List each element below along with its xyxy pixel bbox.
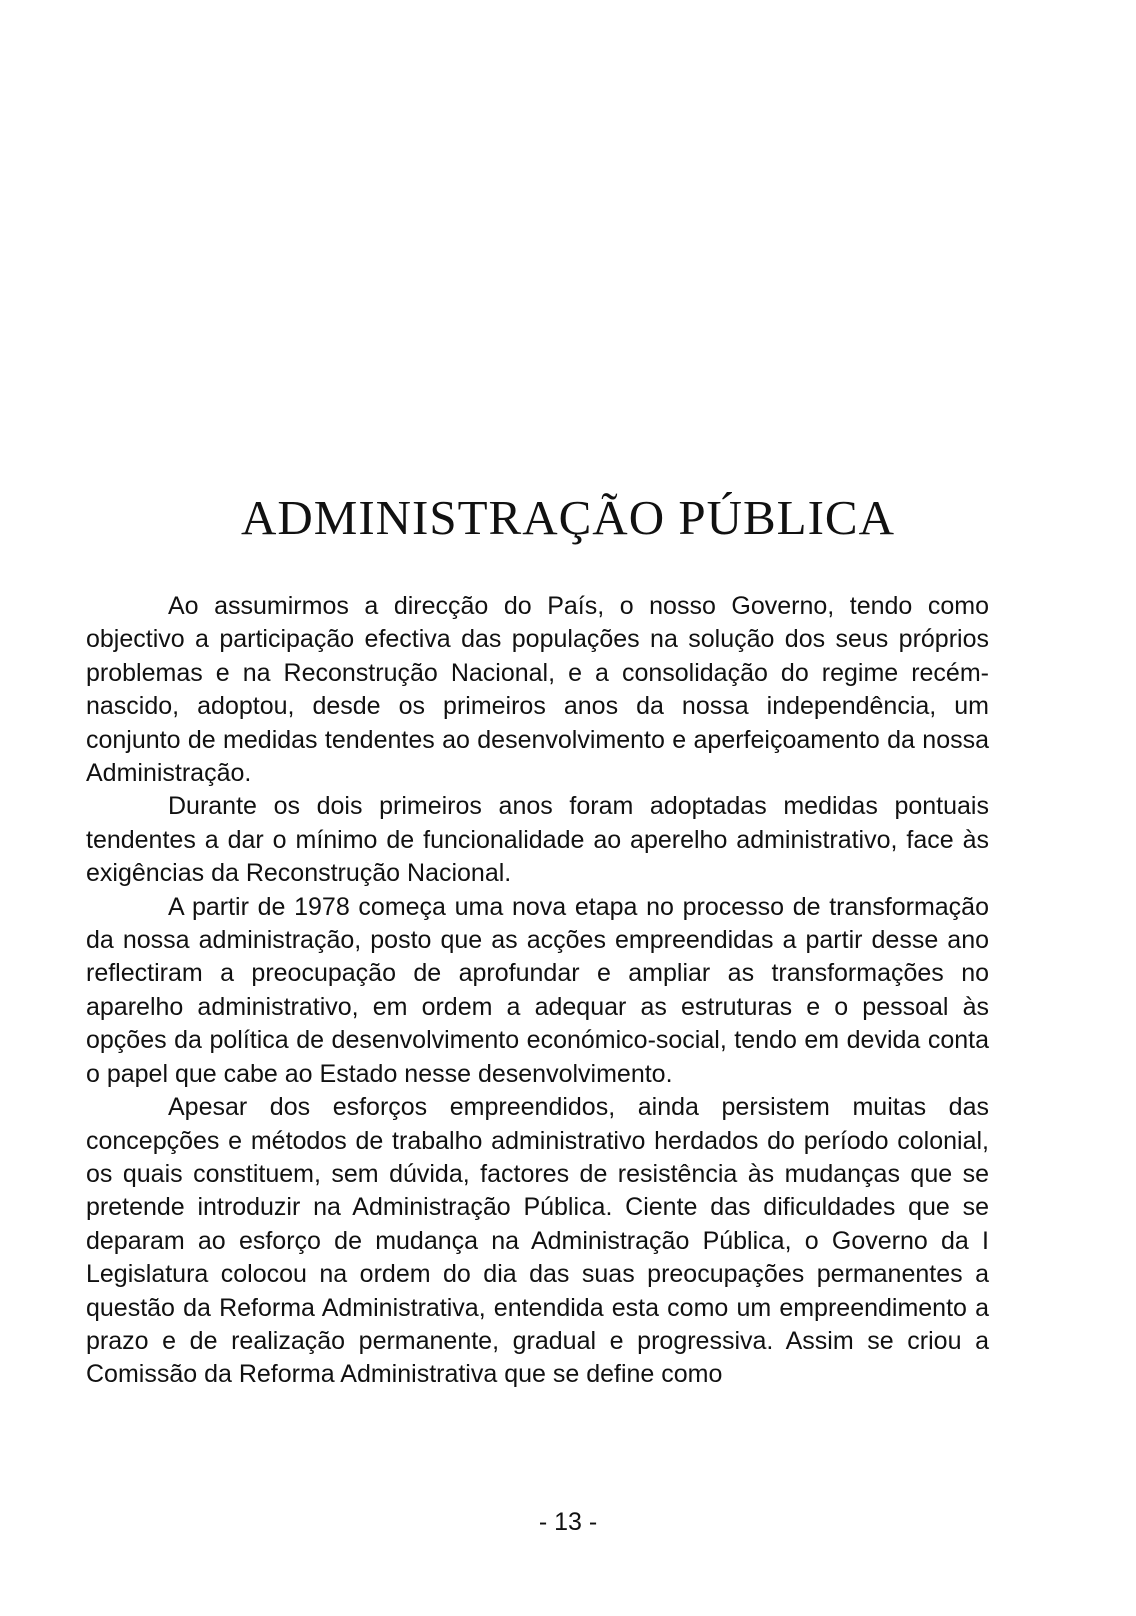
paragraph-4: Apesar dos esforços empreendidos, ainda persistem muitas das concepções e métodos de trabalho administrativo herdados do período colonial, os quais constituem, sem dúvida, factores de resistência às mudanças que se pretende introduzir na Administração Pública. Ciente das dificuldades que se deparam ao esforço de mudança na Administração Pública, o Governo da I Legislatura colocou na ordem do dia das suas preocupações permanentes a questão da Reforma Administrativa, entendida esta como um empreendimento a prazo e de realização permanente, gradual e progressiva. Assim se criou a Comissão da Reforma Administrativa que se define como bbox=[86, 1093, 989, 1389]
paragraph-2: Durante os dois primeiros anos foram adoptadas medidas pontuais tendentes a dar o mínimo de funcionalidade ao aperelho administrativo, face às exigências da Reconstrução Nacional. bbox=[86, 792, 989, 888]
paragraph-1: Ao assumirmos a direcção do País, o nosso Governo, tendo como objectivo a participação efectiva das populações na solução dos seus próprios problemas e na Reconstrução Nacional, e a consolidação do regime recém-nascido, adoptou, desde os primeiros anos da nossa independência, um conjunto de medidas tendentes ao desenvolvimento e aperfeiçoamento da nossa Administração. bbox=[86, 592, 989, 788]
paragraph-3: A partir de 1978 começa uma nova etapa no processo de transformação da nossa administração, posto que as acções empreendidas a partir desse ano reflectiram a preocupação de aprofundar e ampliar as transformações no aparelho administrativo, em ordem a adequar as estruturas e o pessoal às opções da política de desenvolvimento económico-social, tendo em devida conta o papel que cabe ao Estado nesse desenvolvimento. bbox=[86, 892, 989, 1088]
body-text bbox=[86, 590, 989, 1392]
page-number: - 13 - bbox=[538, 1508, 598, 1536]
page-title: ADMINISTRAÇÃO PÚBLICA bbox=[241, 490, 895, 545]
